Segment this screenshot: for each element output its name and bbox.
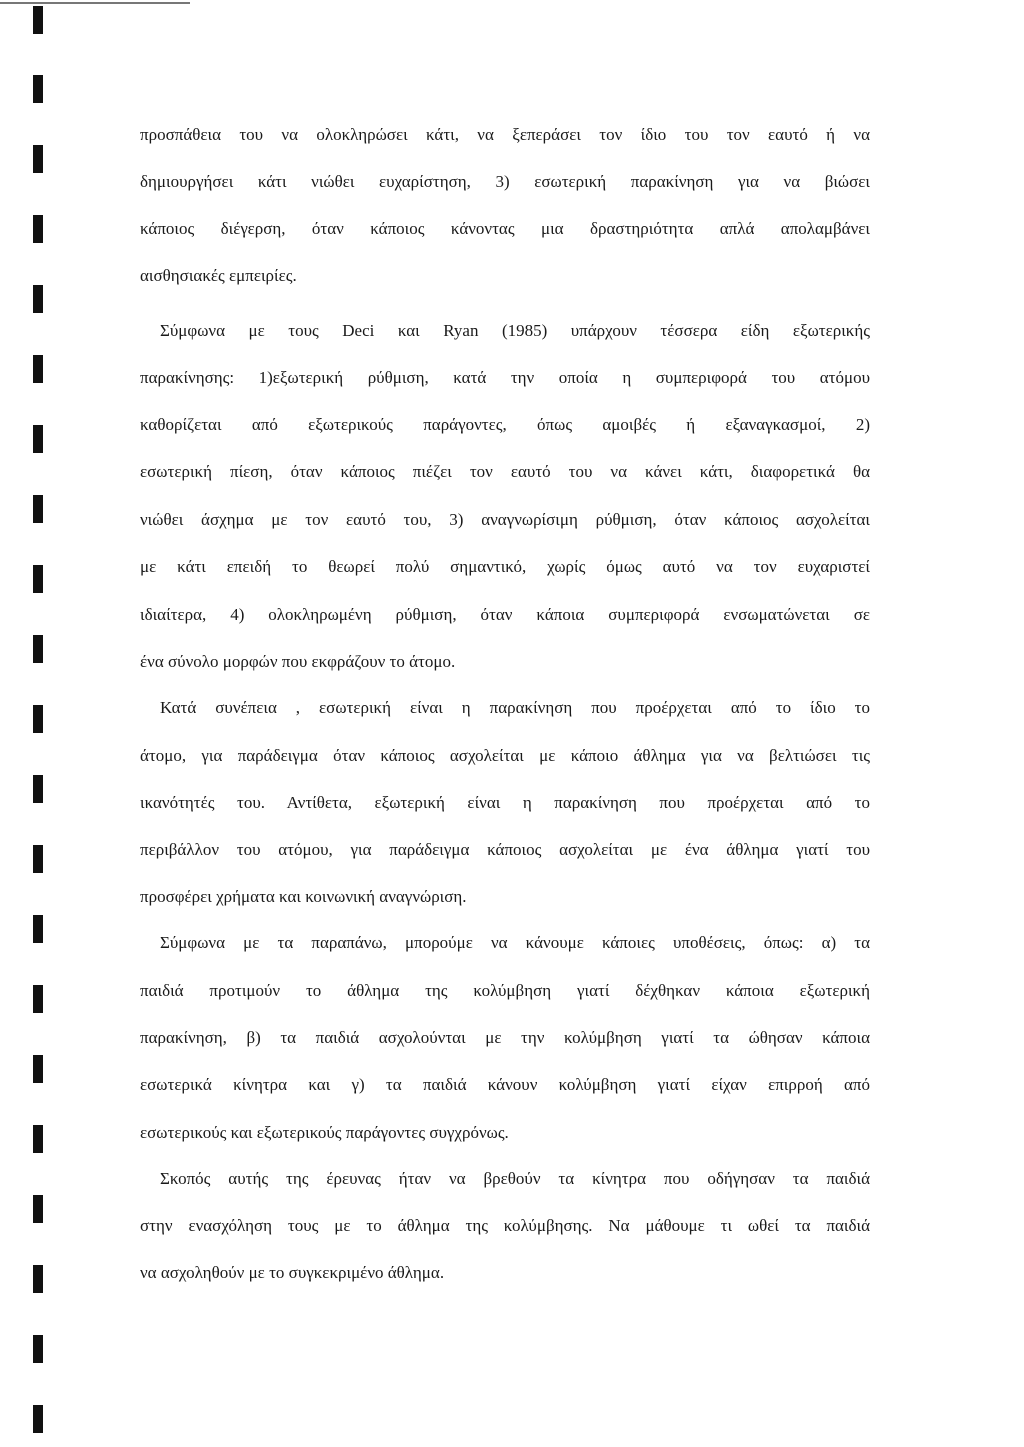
binding-hole [33,145,43,173]
text-line: προσπάθεια του να ολοκληρώσει κάτι, να ξεπεράσει τον ίδιο του τον εαυτό ή να [140,125,870,144]
text-line: εσωτερικούς και εξωτερικούς παράγοντες συγχρόνως. [140,1123,509,1142]
binding-hole [33,985,43,1013]
binding-hole [33,1195,43,1223]
binding-hole [33,845,43,873]
text-line: άτομο, για παράδειγμα όταν κάποιος ασχολείται με κάποιο άθλημα για να βελτιώσει τις [140,746,870,765]
text-line: κάποιος διέγερση, όταν κάποιος κάνοντας μια δραστηριότητα απλά απολαμβάνει [140,219,870,238]
binding-hole [33,6,43,34]
text-line: Κατά συνέπεια , εσωτερική είναι η παρακίνηση που προέρχεται από το ίδιο το [160,698,870,717]
text-line: προσφέρει χρήματα και κοινωνική αναγνώριση. [140,887,467,906]
text-line: παιδιά προτιμούν το άθλημα της κολύμβηση γιατί δέχθηκαν κάποια εξωτερική [140,981,870,1000]
text-line: στην ενασχόληση τους με το άθλημα της κολύμβησης. Να μάθουμε τι ωθεί τα παιδιά [140,1216,870,1235]
text-line: παρακίνηση, β) τα παιδιά ασχολούνται με την κολύμβηση γιατί τα ώθησαν κάποια [140,1028,870,1047]
binding-hole [33,285,43,313]
text-line: περιβάλλον του ατόμου, για παράδειγμα κάποιος ασχολείται με ένα άθλημα γιατί του [140,840,870,859]
text-line: νιώθει άσχημα με τον εαυτό του, 3) αναγνωρίσιμη ρύθμιση, όταν κάποιος ασχολείται [140,510,870,529]
text-line: αισθησιακές εμπειρίες. [140,266,297,285]
text-line: ιδιαίτερα, 4) ολοκληρωμένη ρύθμιση, όταν κάποια συμπεριφορά ενσωματώνεται σε [140,605,870,624]
text-line: ένα σύνολο μορφών που εκφράζουν το άτομο. [140,652,456,671]
binding-hole [33,915,43,943]
binding-hole [33,1335,43,1363]
binding-hole [33,1125,43,1153]
text-line: παρακίνησης: 1)εξωτερική ρύθμιση, κατά την οποία η συμπεριφορά του ατόμου [140,368,870,387]
text-line: Σύμφωνα με τους Deci και Ryan (1985) υπάρχουν τέσσερα είδη εξωτερικής [160,321,870,340]
text-line: εσωτερική πίεση, όταν κάποιος πιέζει τον εαυτό του να κάνει κάτι, διαφορετικά θα [140,462,870,481]
binding-hole [33,1055,43,1083]
binding-hole [33,705,43,733]
binding-hole [33,425,43,453]
binding-hole [33,1405,43,1433]
text-line: καθορίζεται από εξωτερικούς παράγοντες, όπως αμοιβές ή εξαναγκασμοί, 2) [140,415,870,434]
text-line: Σκοπός αυτής της έρευνας ήταν να βρεθούν τα κίνητρα που οδήγησαν τα παιδιά [160,1169,870,1188]
binding-hole [33,775,43,803]
binding-hole [33,635,43,663]
binding-hole [33,1265,43,1293]
text-line: να ασχοληθούν με το συγκεκριμένο άθλημα. [140,1263,445,1282]
binding-hole [33,75,43,103]
text-line: δημιουργήσει κάτι νιώθει ευχαρίστηση, 3) εσωτερική παρακίνηση για να βιώσει [140,172,870,191]
text-line: με κάτι επειδή το θεωρεί πολύ σημαντικό, χωρίς όμως αυτό να τον ευχαριστεί [140,557,870,576]
binding-hole [33,565,43,593]
binding-hole [33,495,43,523]
text-line: ικανότητές του. Αντίθετα, εξωτερική είναι η παρακίνηση που προέρχεται από το [140,793,870,812]
binding-hole [33,355,43,383]
binding-hole [33,215,43,243]
text-line: εσωτερικά κίνητρα και γ) τα παιδιά κάνουν κολύμβηση γιατί είχαν επιρροή από [140,1075,870,1094]
text-line: Σύμφωνα με τα παραπάνω, μπορούμε να κάνουμε κάποιες υποθέσεις, όπως: α) τα [160,933,870,952]
binding-holes [0,0,60,1447]
